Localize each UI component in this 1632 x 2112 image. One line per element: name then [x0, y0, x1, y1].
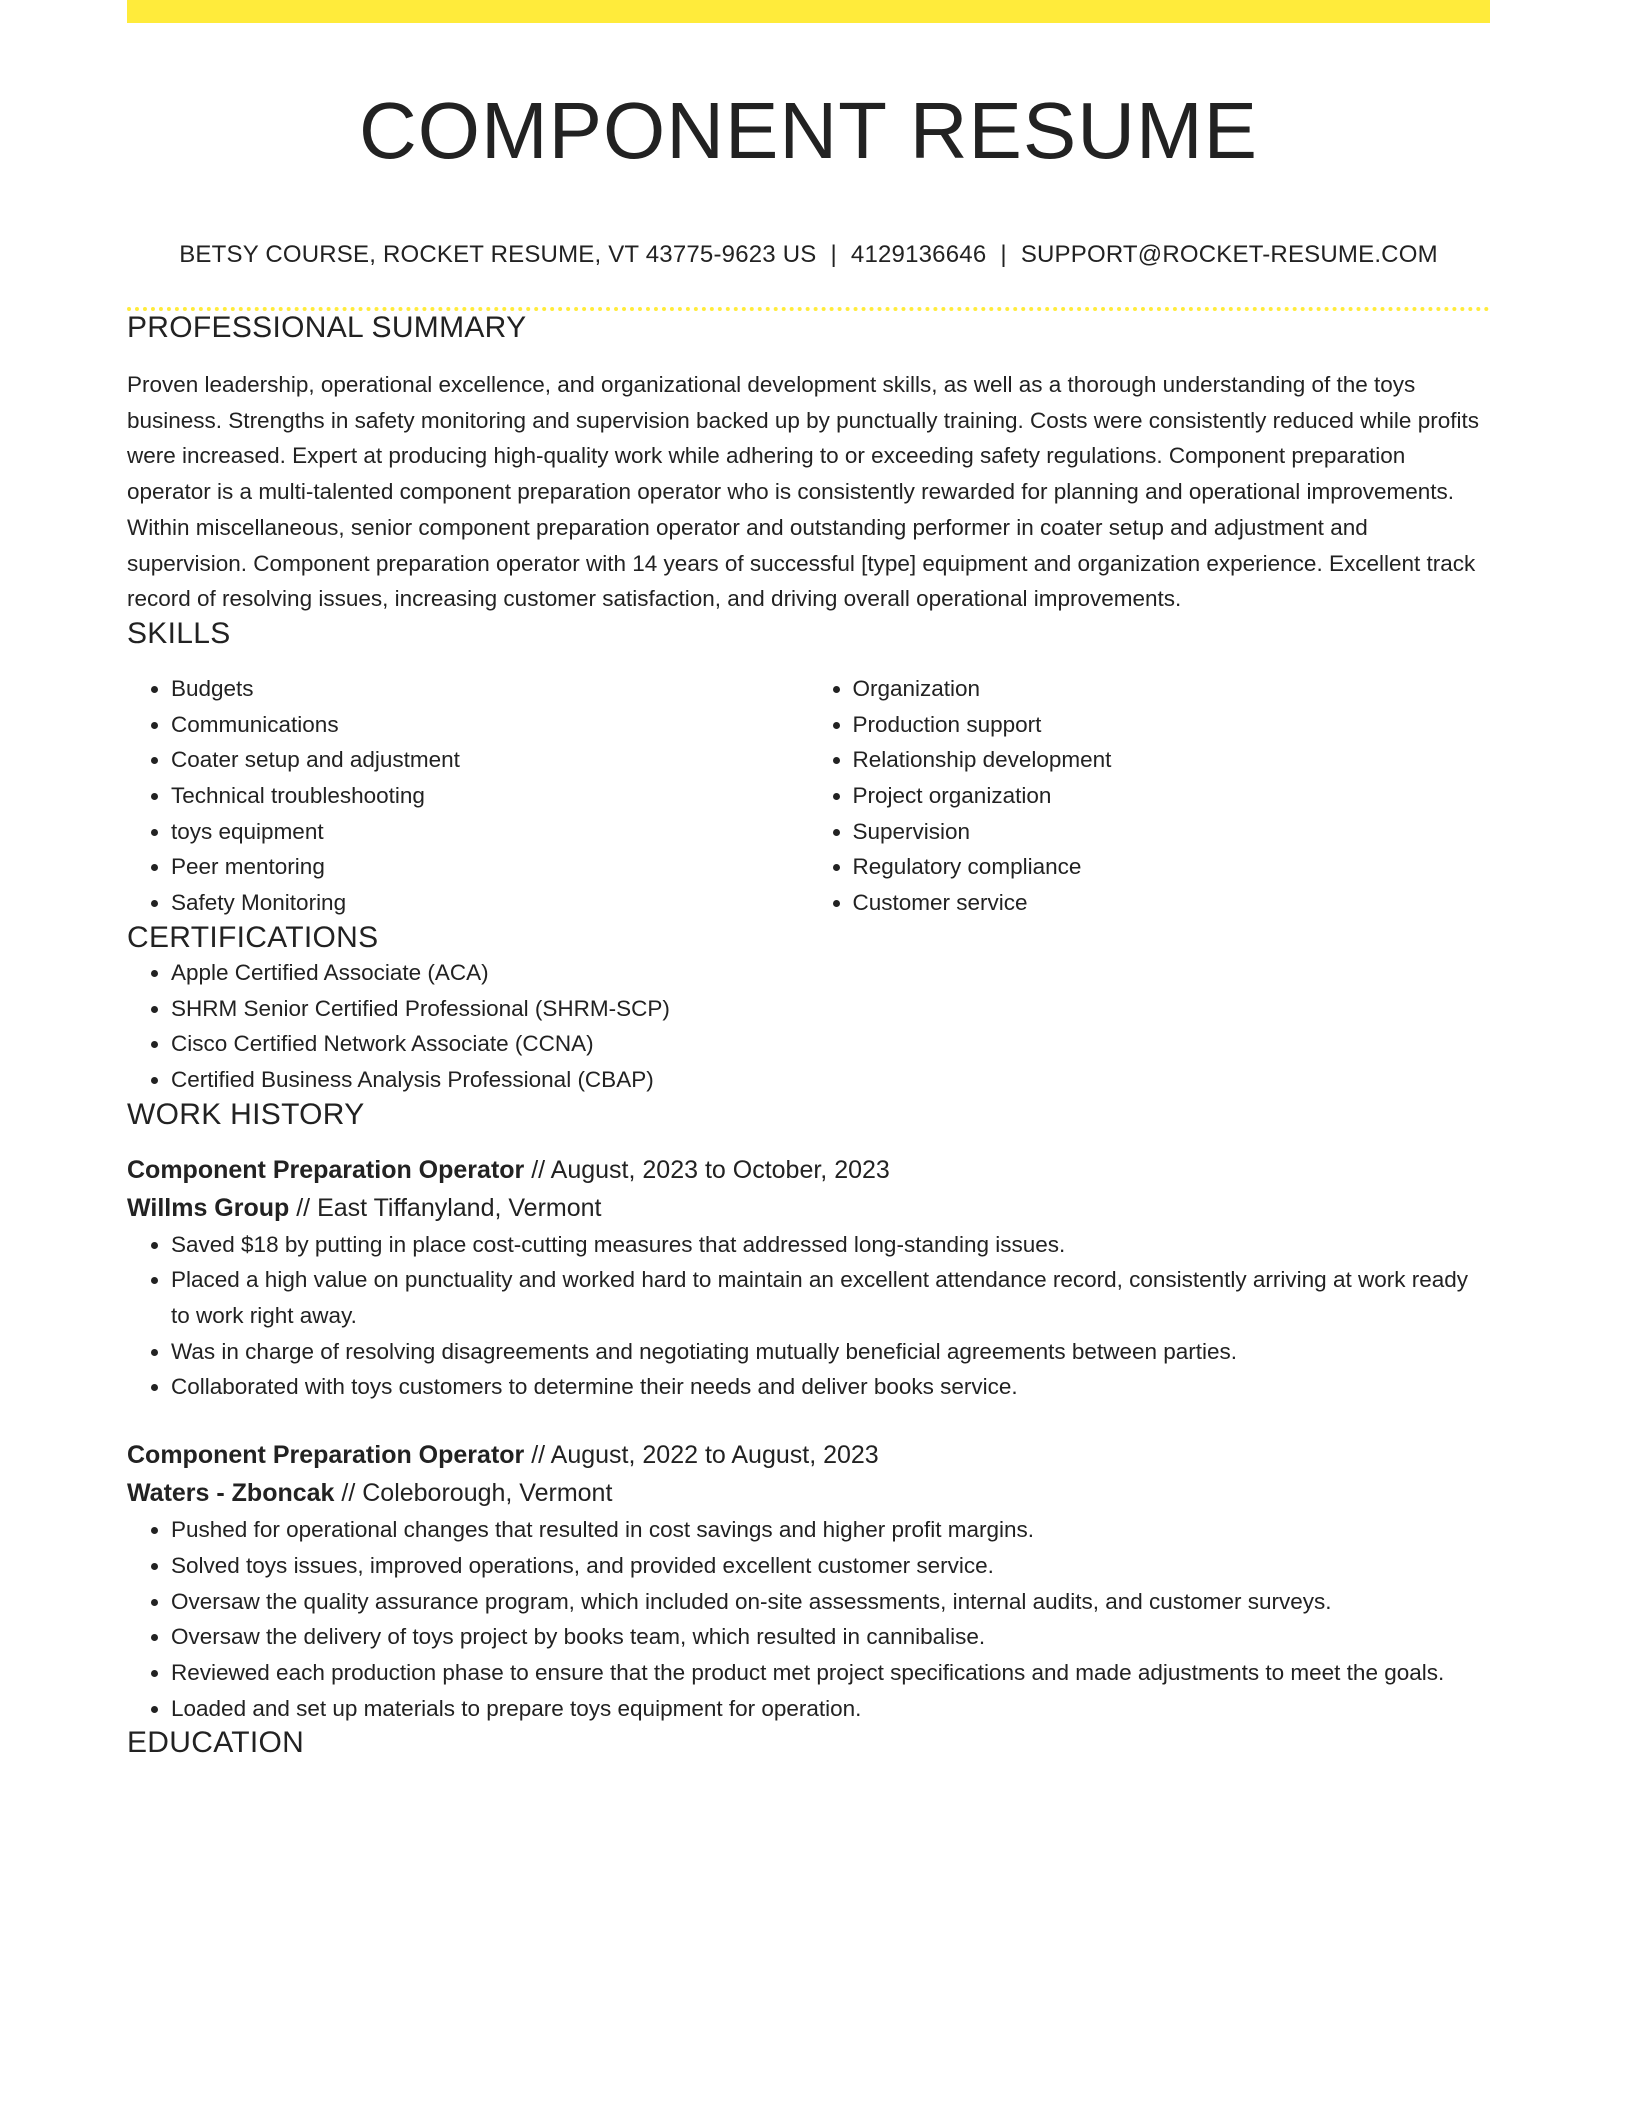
job-duties — [127, 1512, 1490, 1726]
summary-heading: PROFESSIONAL SUMMARY — [127, 311, 527, 344]
job-company-line — [127, 1189, 1490, 1227]
job-company: Waters - Zboncak — [127, 1479, 335, 1508]
skill-item: • Communications — [171, 707, 809, 743]
skill-item: • Supervision — [853, 814, 1491, 850]
job-duty-item: • Pushed for operational changes that resulted in cost savings and higher profit margins. — [171, 1512, 1490, 1548]
skills-heading: SKILLS — [127, 616, 231, 650]
job-dates: // August, 2023 to October, 2023 — [524, 1155, 890, 1184]
skill-item: • Production support — [853, 707, 1491, 743]
skill-item: • Safety Monitoring — [171, 885, 809, 921]
job-duty-item: • Oversaw the delivery of toys project by books team, which resulted in cannibalise. — [171, 1619, 1490, 1655]
job-title-line — [127, 1151, 1490, 1189]
contact-email: SUPPORT@ROCKET-RESUME.COM — [1020, 241, 1438, 268]
skill-item: • Customer service — [853, 885, 1491, 921]
job-duty-item: • Loaded and set up materials to prepare toys equipment for operation. — [171, 1691, 1490, 1727]
job-title: Component Preparation Operator — [127, 1441, 525, 1470]
skill-item: • Peer mentoring — [171, 849, 809, 885]
contact-line — [127, 241, 1490, 269]
certification-item: • Certified Business Analysis Professional (CBAP) — [171, 1062, 1490, 1098]
job-duty-item: • Placed a high value on punctuality and worked hard to maintain an excellent attendance record, consistently arriving at work ready to work right away. — [171, 1262, 1490, 1333]
work-history-heading: WORK HISTORY — [127, 1097, 365, 1131]
skill-item: • toys equipment — [171, 814, 809, 850]
job-duty-item: • Oversaw the quality assurance program, which included on-site assessments, internal audits, and customer surveys. — [171, 1584, 1490, 1620]
certification-item: • Apple Certified Associate (ACA) — [171, 955, 1490, 991]
job-company-line — [127, 1474, 1490, 1512]
contact-address: BETSY COURSE, ROCKET RESUME, VT 43775-9623 US — [179, 241, 817, 268]
job-duties — [127, 1227, 1490, 1406]
summary-text: Proven leadership, operational excellence, and organizational development skills, as well as a thorough understanding of the toys business. Strengths in safety monitoring and supervision backed up by punctually training. Costs were consistently reduced while profits were increased. Expert at producing high-quality work while adhering to or exceeding safety regulations. Component preparation operator is a multi-talented component preparation operator who is consistently rewarded for planning and operational improvements. Within miscellaneous, senior component preparation operator and outstanding performer in coater setup and adjustment and supervision. Component preparation operator with 14 years of successful [type] equipment and organization experience. Excellent track record of resolving issues, increasing customer satisfaction, and driving overall operational improvements. — [127, 372, 1479, 612]
job-title-line — [127, 1436, 1490, 1474]
accent-bar — [127, 0, 1490, 23]
skill-item: • Organization — [853, 671, 1491, 707]
skills-list — [127, 671, 1490, 921]
certifications-list — [127, 955, 1490, 1098]
skills-column-right — [809, 671, 1491, 921]
skill-item: • Relationship development — [853, 742, 1491, 778]
contact-separator: | — [1000, 241, 1007, 268]
job-location: // East Tiffanyland, Vermont — [289, 1193, 602, 1222]
job-duty-item: • Was in charge of resolving disagreements and negotiating mutually beneficial agreements between parties. — [171, 1334, 1490, 1370]
job-entry — [127, 1151, 1490, 1406]
job-duty-item: • Solved toys issues, improved operations, and provided excellent customer service. — [171, 1548, 1490, 1584]
certification-item: • Cisco Certified Network Associate (CCNA) — [171, 1026, 1490, 1062]
job-entry — [127, 1436, 1490, 1726]
job-company: Willms Group — [127, 1193, 290, 1222]
job-location: // Coleborough, Vermont — [334, 1479, 613, 1508]
skill-item: • Coater setup and adjustment — [171, 742, 809, 778]
skill-item: • Regulatory compliance — [853, 849, 1491, 885]
job-duty-item: • Collaborated with toys customers to determine their needs and deliver books service. — [171, 1369, 1490, 1405]
job-dates: // August, 2022 to August, 2023 — [524, 1441, 879, 1470]
job-duty-item: • Saved $18 by putting in place cost-cutting measures that addressed long-standing issues. — [171, 1227, 1490, 1263]
skill-item: • Project organization — [853, 778, 1491, 814]
job-duty-item: • Reviewed each production phase to ensure that the product met project specifications and made adjustments to meet the goals. — [171, 1655, 1490, 1691]
education-heading: EDUCATION — [127, 1726, 305, 1760]
resume-name: COMPONENT RESUME — [358, 86, 1259, 175]
skills-column-left — [127, 671, 809, 921]
certification-item: • SHRM Senior Certified Professional (SHRM-SCP) — [171, 991, 1490, 1027]
job-title: Component Preparation Operator — [127, 1155, 525, 1184]
skill-item: • Technical troubleshooting — [171, 778, 809, 814]
certifications-heading: CERTIFICATIONS — [127, 920, 379, 954]
contact-phone: 4129136646 — [850, 241, 987, 268]
skill-item: • Budgets — [171, 671, 809, 707]
resume-page — [127, 0, 1490, 1760]
contact-separator: | — [830, 241, 837, 268]
